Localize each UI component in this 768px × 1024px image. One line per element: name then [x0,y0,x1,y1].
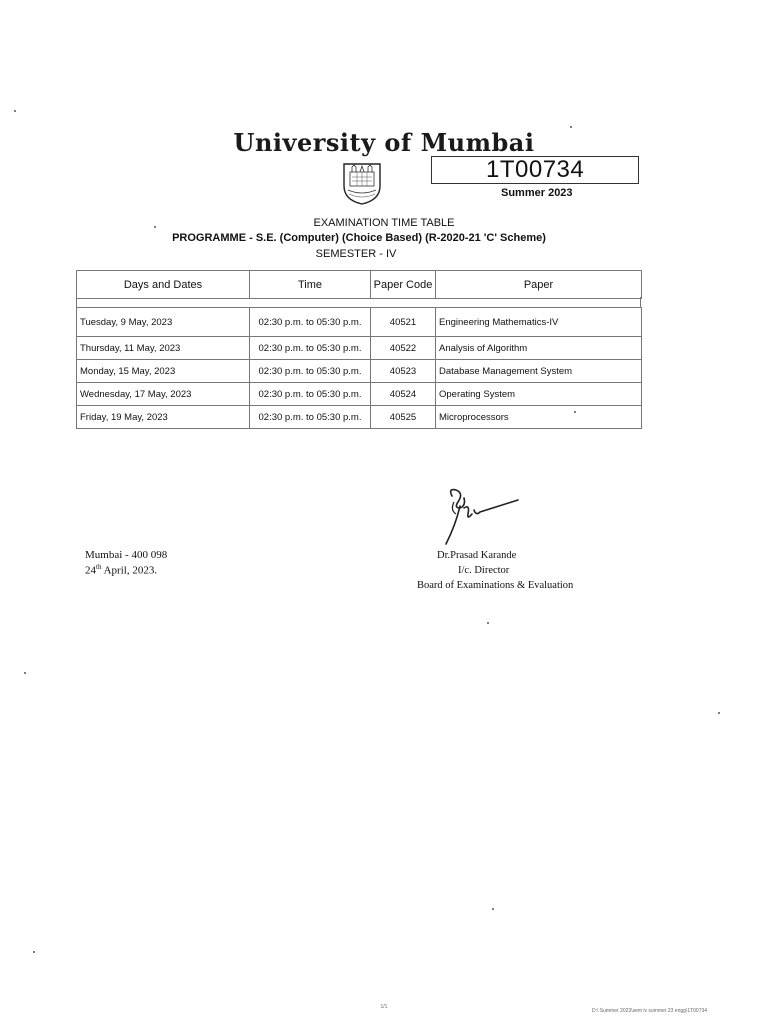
session-label: Summer 2023 [501,187,573,199]
table-row [77,337,642,360]
scan-speck [492,908,494,910]
semester-label: SEMESTER - IV [315,248,397,260]
signatory-name: Dr.Prasad Karande [437,550,517,561]
issue-date-rest: April, 2023. [101,564,158,577]
university-seal-icon [340,160,384,206]
paper-name: Microprocessors [436,406,642,429]
table-row [77,360,642,383]
paper-code: 40521 [371,308,436,337]
exam-date: Friday, 19 May, 2023 [77,406,250,429]
paper-name: Operating System [436,383,642,406]
scan-speck [570,126,572,128]
signatory-designation: I/c. Director [458,565,510,576]
paper-code: 40524 [371,383,436,406]
exam-time: 02:30 p.m. to 05:30 p.m. [250,337,371,360]
exam-date: Wednesday, 17 May, 2023 [77,383,250,406]
timetable-body [76,307,642,429]
exam-time: 02:30 p.m. to 05:30 p.m. [250,308,371,337]
table-row [77,383,642,406]
exam-date: Thursday, 11 May, 2023 [77,337,250,360]
table-row [77,406,642,429]
column-header-time: Time [250,271,371,299]
exam-title: EXAMINATION TIME TABLE [313,217,455,229]
paper-code: 40525 [371,406,436,429]
file-reference: D:\ Summer 2023\sem iv summer 23 engg\1T00734 [592,1008,708,1014]
university-title: University of Mumbai [233,128,535,157]
scan-speck [154,226,156,228]
exam-date: Tuesday, 9 May, 2023 [77,308,250,337]
exam-time: 02:30 p.m. to 05:30 p.m. [250,360,371,383]
signatory-board: Board of Examinations & Evaluation [417,580,574,591]
paper-name: Analysis of Algorithm [436,337,642,360]
table-row [77,308,642,337]
column-header-paper-code: Paper Code [371,271,436,299]
scan-speck [718,712,720,714]
column-header-paper: Paper [436,271,642,299]
timetable-header [76,270,642,299]
exam-time: 02:30 p.m. to 05:30 p.m. [250,383,371,406]
page-number: 1/1 [380,1004,388,1010]
issue-date-day: 24 [85,564,96,577]
place-address: Mumbai - 400 098 [85,549,168,561]
paper-name: Database Management System [436,360,642,383]
exam-date: Monday, 15 May, 2023 [77,360,250,383]
paper-name: Engineering Mathematics-IV [436,308,642,337]
scan-speck [574,411,576,413]
paper-code: 40523 [371,360,436,383]
scan-speck [33,951,35,953]
exam-time: 02:30 p.m. to 05:30 p.m. [250,406,371,429]
timetable-code: 1T00734 [486,156,585,183]
issue-date [85,563,157,577]
scan-speck [487,622,489,624]
scan-speck [14,110,16,112]
programme-title: PROGRAMME - S.E. (Computer) (Choice Based) (R-2020-21 'C' Scheme) [172,232,546,244]
column-header-days: Days and Dates [77,271,250,299]
table-spacer [76,297,641,307]
signature-icon [430,484,525,559]
issue-date-suffix: th [96,563,102,571]
scan-speck [24,672,26,674]
paper-code: 40522 [371,337,436,360]
